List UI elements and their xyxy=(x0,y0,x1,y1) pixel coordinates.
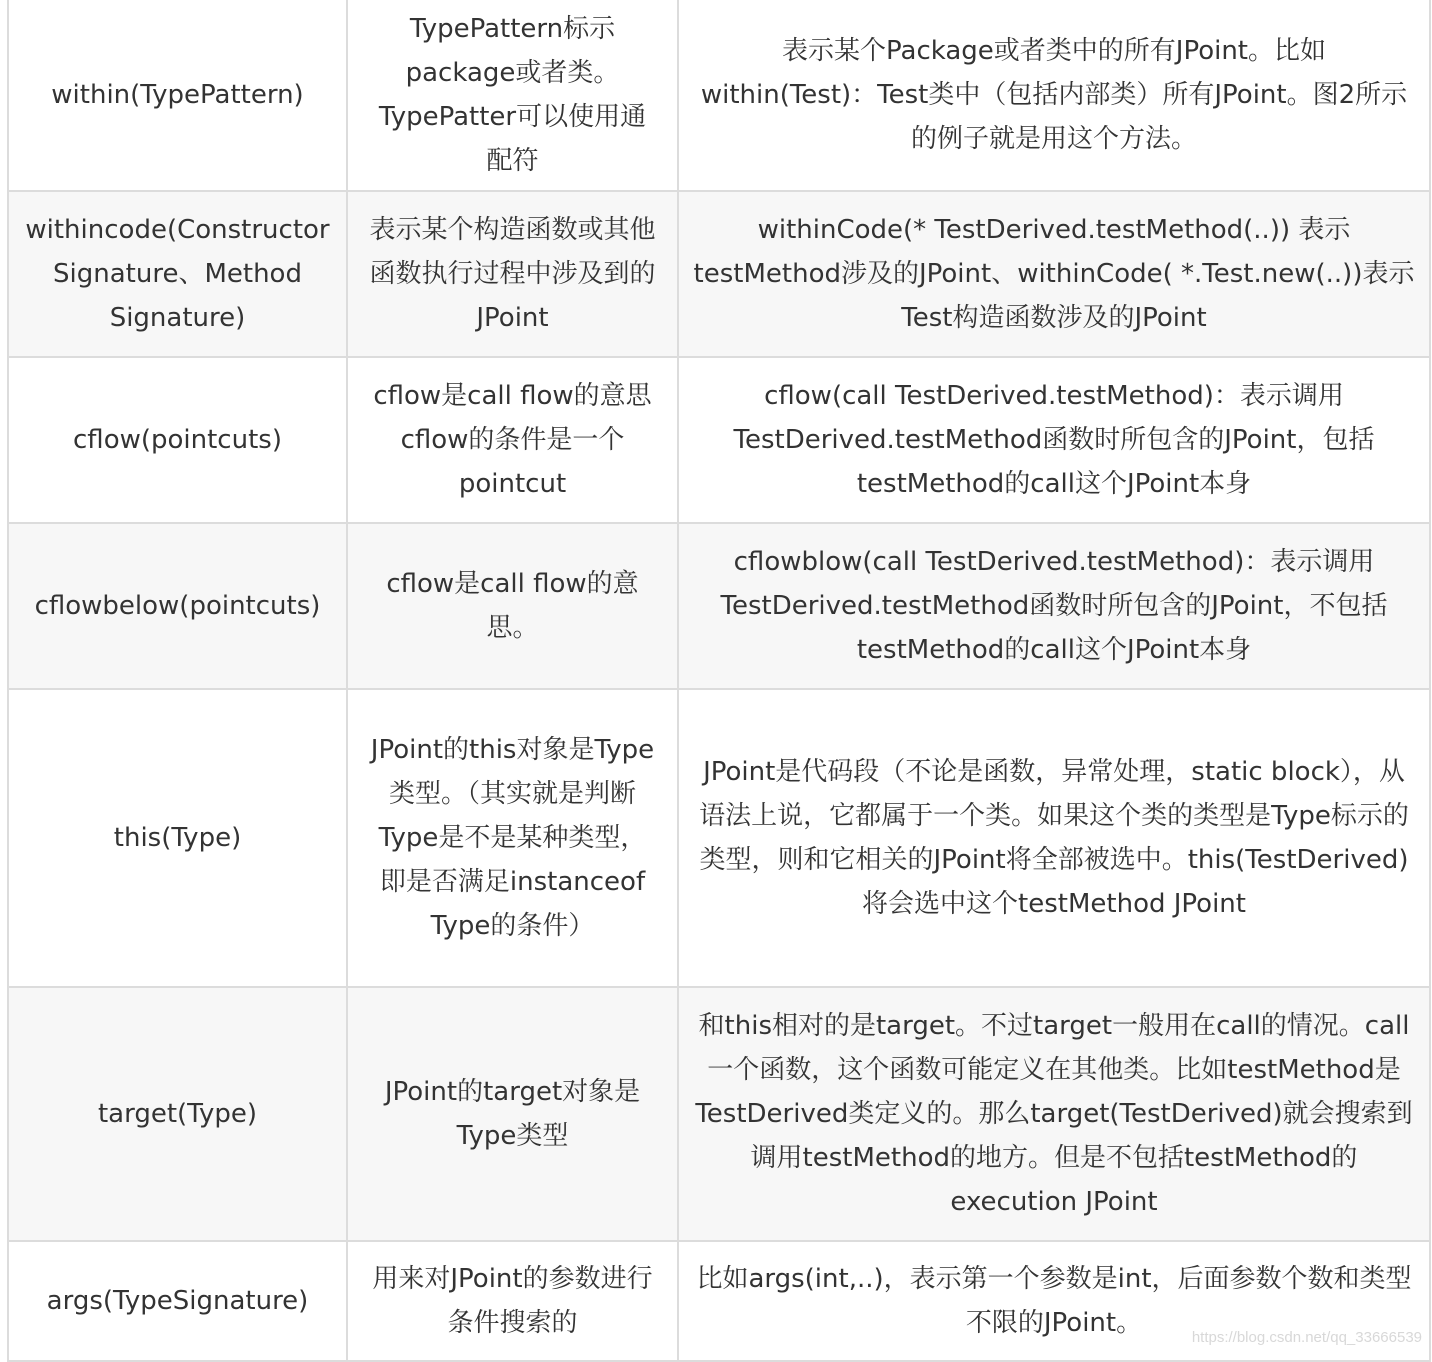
note-cell: cflowblow(call TestDerived.testMethod)：表示调用TestDerived.testMethod函数时所包含的JPoint，不包括testMethod的call这个JPoint本身 xyxy=(678,523,1430,689)
meaning-cell: cflow是call flow的意思 cflow的条件是一个pointcut xyxy=(347,357,678,523)
table-row xyxy=(8,987,1430,1241)
note-cell: 和this相对的是target。不过target一般用在call的情况。call一个函数，这个函数可能定义在其他类。比如testMethod是TestDerived类定义的。那么target(TestDerived)就会搜索到调用testMethod的地方。但是不包括testMethod的execution JPoint xyxy=(678,987,1430,1241)
syntax-cell: this(Type) xyxy=(8,689,347,987)
syntax-cell: cflowbelow(pointcuts) xyxy=(8,523,347,689)
meaning-cell: 用来对JPoint的参数进行条件搜索的 xyxy=(347,1241,678,1361)
note-cell: withinCode(* TestDerived.testMethod(..)) 表示testMethod涉及的JPoint、withinCode( *.Test.new(..))表示Test构造函数涉及的JPoint xyxy=(678,191,1430,357)
syntax-cell: within(TypePattern) xyxy=(8,0,347,191)
note-cell: cflow(call TestDerived.testMethod)：表示调用TestDerived.testMethod函数时所包含的JPoint，包括testMethod的call这个JPoint本身 xyxy=(678,357,1430,523)
pointcut-table xyxy=(7,0,1431,1362)
meaning-cell: JPoint的this对象是Type类型。（其实就是判断Type是不是某种类型，即是否满足instanceof Type的条件） xyxy=(347,689,678,987)
syntax-cell: args(TypeSignature) xyxy=(8,1241,347,1361)
table-row xyxy=(8,357,1430,523)
table-row xyxy=(8,689,1430,987)
meaning-cell: JPoint的target对象是Type类型 xyxy=(347,987,678,1241)
meaning-cell: cflow是call flow的意思。 xyxy=(347,523,678,689)
table-row xyxy=(8,0,1430,191)
note-cell: 表示某个Package或者类中的所有JPoint。比如within(Test)：Test类中（包括内部类）所有JPoint。图2所示的例子就是用这个方法。 xyxy=(678,0,1430,191)
meaning-cell: TypePattern标示package或者类。TypePatter可以使用通配符 xyxy=(347,0,678,191)
note-cell: 比如args(int,..)，表示第一个参数是int，后面参数个数和类型不限的JPoint。 xyxy=(678,1241,1430,1361)
watermark: https://blog.csdn.net/qq_33666539 xyxy=(1191,1329,1422,1346)
table-row xyxy=(8,523,1430,689)
table-row xyxy=(8,191,1430,357)
syntax-cell: withincode(Constructor Signature、Method Signature) xyxy=(8,191,347,357)
note-cell: JPoint是代码段（不论是函数，异常处理，static block），从语法上说，它都属于一个类。如果这个类的类型是Type标示的类型，则和它相关的JPoint将全部被选中。this(TestDerived)将会选中这个testMethod JPoint xyxy=(678,689,1430,987)
syntax-cell: target(Type) xyxy=(8,987,347,1241)
meaning-cell: 表示某个构造函数或其他函数执行过程中涉及到的JPoint xyxy=(347,191,678,357)
syntax-cell: cflow(pointcuts) xyxy=(8,357,347,523)
